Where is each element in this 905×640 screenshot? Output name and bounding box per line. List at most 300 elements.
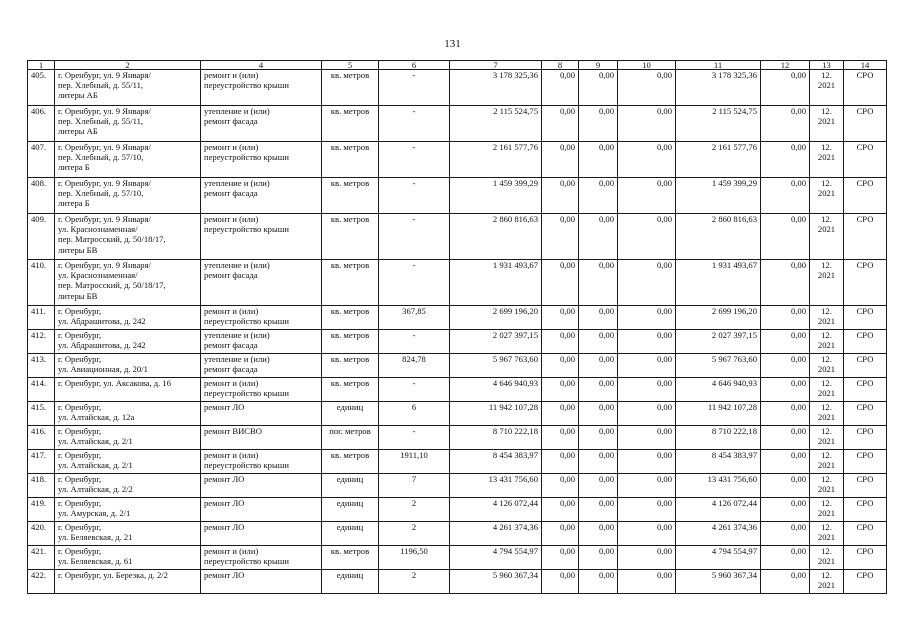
period-cell-line: 2021 — [817, 484, 836, 495]
period-cell-line: 12. — [821, 474, 832, 484]
quantity-cell: 6 — [379, 402, 450, 426]
row-number: 412. — [28, 330, 55, 354]
period-cell-line: 12. — [821, 178, 832, 188]
method-cell: СРО — [844, 306, 887, 330]
quantity-cell: 2 — [379, 570, 450, 594]
period-cell — [810, 474, 844, 498]
work-type-cell-line: утепление и (или) — [204, 260, 270, 270]
row-number: 408. — [28, 178, 55, 214]
address-cell — [55, 498, 201, 522]
col10-cell: 0,00 — [618, 402, 676, 426]
col8-cell: 0,00 — [542, 260, 579, 306]
table-row — [28, 306, 887, 330]
col12-cell: 0,00 — [761, 450, 810, 474]
table-row — [28, 214, 887, 260]
address-cell-line: г. Оренбург, — [58, 426, 102, 436]
work-type-cell — [201, 570, 322, 594]
work-type-cell — [201, 522, 322, 546]
col11-cell: 2 699 196,20 — [676, 306, 761, 330]
col8-cell: 0,00 — [542, 402, 579, 426]
address-cell-line: г. Оренбург, ул. 9 Января/ — [58, 142, 151, 152]
col9-cell: 0,00 — [579, 214, 618, 260]
address-cell — [55, 330, 201, 354]
col12-cell: 0,00 — [761, 330, 810, 354]
table-row — [28, 106, 887, 142]
col12-cell: 0,00 — [761, 474, 810, 498]
unit-cell: кв. метров — [322, 260, 379, 306]
address-cell-line: ул. Алтайская, д. 2/1 — [58, 436, 133, 447]
address-cell — [55, 570, 201, 594]
col11-cell: 4 261 374,36 — [676, 522, 761, 546]
unit-cell: кв. метров — [322, 306, 379, 330]
col10-cell: 0,00 — [618, 498, 676, 522]
col11-cell: 8 454 383,97 — [676, 450, 761, 474]
address-cell — [55, 546, 201, 570]
work-type-cell — [201, 142, 322, 178]
address-cell-line: г. Оренбург, ул. Аксакова, д. 16 — [58, 378, 172, 388]
unit-cell: кв. метров — [322, 330, 379, 354]
quantity-cell: 367,85 — [379, 306, 450, 330]
row-number: 409. — [28, 214, 55, 260]
col11-cell: 3 178 325,36 — [676, 70, 761, 106]
work-type-cell — [201, 354, 322, 378]
period-cell-line: 2021 — [817, 152, 836, 163]
method-cell: СРО — [844, 70, 887, 106]
address-cell-line: г. Оренбург, ул. 9 Января/ — [58, 178, 151, 188]
quantity-cell: 7 — [379, 474, 450, 498]
col12-cell: 0,00 — [761, 522, 810, 546]
column-header: 13 — [810, 61, 844, 70]
col9-cell: 0,00 — [579, 570, 618, 594]
unit-cell: кв. метров — [322, 214, 379, 260]
method-cell: СРО — [844, 354, 887, 378]
column-header: 9 — [579, 61, 618, 70]
work-type-cell-line: переустройство крыши — [204, 388, 289, 399]
address-cell-line: ул. Алтайская, д. 12а — [58, 412, 135, 423]
unit-cell: единиц — [322, 474, 379, 498]
row-number: 417. — [28, 450, 55, 474]
work-type-cell-line: ремонт ВИСВО — [204, 426, 262, 436]
work-type-cell-line: переустройство крыши — [204, 224, 289, 235]
period-cell-line: 12. — [821, 570, 832, 580]
period-cell — [810, 450, 844, 474]
total-cost-cell: 4 646 940,93 — [450, 378, 542, 402]
table-row — [28, 70, 887, 106]
method-cell: СРО — [844, 378, 887, 402]
work-type-cell — [201, 260, 322, 306]
period-cell-line: 12. — [821, 402, 832, 412]
work-type-cell — [201, 330, 322, 354]
method-cell: СРО — [844, 402, 887, 426]
row-number: 419. — [28, 498, 55, 522]
period-cell — [810, 214, 844, 260]
col9-cell: 0,00 — [579, 260, 618, 306]
work-type-cell-line: ремонт и (или) — [204, 450, 259, 460]
col8-cell: 0,00 — [542, 106, 579, 142]
period-cell-line: 12. — [821, 498, 832, 508]
total-cost-cell: 3 178 325,36 — [450, 70, 542, 106]
col12-cell: 0,00 — [761, 142, 810, 178]
work-type-cell — [201, 498, 322, 522]
method-cell: СРО — [844, 426, 887, 450]
quantity-cell: - — [379, 70, 450, 106]
unit-cell: кв. метров — [322, 546, 379, 570]
col8-cell: 0,00 — [542, 570, 579, 594]
address-cell — [55, 306, 201, 330]
col12-cell: 0,00 — [761, 354, 810, 378]
col8-cell: 0,00 — [542, 546, 579, 570]
col8-cell: 0,00 — [542, 214, 579, 260]
col11-cell: 11 942 107,28 — [676, 402, 761, 426]
address-cell-line: г. Оренбург, — [58, 306, 102, 316]
col8-cell: 0,00 — [542, 354, 579, 378]
col10-cell: 0,00 — [618, 142, 676, 178]
address-cell-line: ул. Краснознаменная/ — [58, 224, 138, 235]
work-type-cell — [201, 450, 322, 474]
address-cell — [55, 106, 201, 142]
col12-cell: 0,00 — [761, 402, 810, 426]
unit-cell: кв. метров — [322, 354, 379, 378]
col8-cell: 0,00 — [542, 378, 579, 402]
column-header: 7 — [450, 61, 542, 70]
table-row — [28, 498, 887, 522]
period-cell-line: 12. — [821, 214, 832, 224]
table-row — [28, 378, 887, 402]
work-type-cell-line: переустройство крыши — [204, 460, 289, 471]
address-cell — [55, 426, 201, 450]
unit-cell: пог. метров — [322, 426, 379, 450]
period-cell-line: 2021 — [817, 224, 836, 235]
col11-cell: 2 161 577,76 — [676, 142, 761, 178]
unit-cell: единиц — [322, 402, 379, 426]
row-number: 405. — [28, 70, 55, 106]
period-cell-line: 2021 — [817, 412, 836, 423]
address-cell-line: пер. Хлебный, д. 55/11, — [58, 116, 144, 127]
col12-cell: 0,00 — [761, 106, 810, 142]
col11-cell: 13 431 756,60 — [676, 474, 761, 498]
table-row — [28, 450, 887, 474]
work-type-cell-line: ремонт фасада — [204, 270, 258, 281]
period-cell-line: 2021 — [817, 364, 836, 375]
row-number: 415. — [28, 402, 55, 426]
period-cell-line: 12. — [821, 106, 832, 116]
col8-cell: 0,00 — [542, 522, 579, 546]
period-cell — [810, 330, 844, 354]
address-cell-line: г. Оренбург, ул. 9 Января/ — [58, 260, 151, 270]
work-type-cell — [201, 106, 322, 142]
period-cell-line: 12. — [821, 354, 832, 364]
period-cell-line: 12. — [821, 522, 832, 532]
period-cell-line: 12. — [821, 330, 832, 340]
col9-cell: 0,00 — [579, 142, 618, 178]
col10-cell: 0,00 — [618, 570, 676, 594]
address-cell-line: литеры БВ — [58, 244, 98, 255]
row-number: 410. — [28, 260, 55, 306]
col10-cell: 0,00 — [618, 378, 676, 402]
quantity-cell: 824,78 — [379, 354, 450, 378]
col8-cell: 0,00 — [542, 426, 579, 450]
table-row — [28, 260, 887, 306]
method-cell: СРО — [844, 330, 887, 354]
period-cell-line: 2021 — [817, 340, 836, 351]
address-cell — [55, 522, 201, 546]
address-cell-line: ул. Алтайская, д. 2/1 — [58, 460, 133, 471]
method-cell: СРО — [844, 106, 887, 142]
period-cell — [810, 402, 844, 426]
col11-cell: 4 126 072,44 — [676, 498, 761, 522]
address-cell-line: ул. Авиационная, д. 20/1 — [58, 364, 148, 375]
method-cell: СРО — [844, 546, 887, 570]
total-cost-cell: 2 161 577,76 — [450, 142, 542, 178]
col9-cell: 0,00 — [579, 450, 618, 474]
table-row — [28, 178, 887, 214]
total-cost-cell: 11 942 107,28 — [450, 402, 542, 426]
address-cell — [55, 214, 201, 260]
col8-cell: 0,00 — [542, 142, 579, 178]
total-cost-cell: 8 454 383,97 — [450, 450, 542, 474]
column-header: 10 — [618, 61, 676, 70]
table-row — [28, 570, 887, 594]
quantity-cell: 2 — [379, 498, 450, 522]
work-type-cell — [201, 306, 322, 330]
quantity-cell: - — [379, 214, 450, 260]
column-header: 4 — [201, 61, 322, 70]
column-header: 6 — [379, 61, 450, 70]
period-cell — [810, 498, 844, 522]
col12-cell: 0,00 — [761, 378, 810, 402]
address-cell-line: пер. Хлебный, д. 55/11, — [58, 80, 144, 91]
unit-cell: кв. метров — [322, 378, 379, 402]
row-number: 411. — [28, 306, 55, 330]
column-header: 2 — [55, 61, 201, 70]
col8-cell: 0,00 — [542, 178, 579, 214]
col9-cell: 0,00 — [579, 106, 618, 142]
column-header: 1 — [28, 61, 55, 70]
table-row — [28, 330, 887, 354]
total-cost-cell: 8 710 222,18 — [450, 426, 542, 450]
address-cell-line: г. Оренбург, ул. Березка, д. 2/2 — [58, 570, 168, 580]
col12-cell: 0,00 — [761, 70, 810, 106]
period-cell-line: 2021 — [817, 508, 836, 519]
total-cost-cell: 5 967 763,60 — [450, 354, 542, 378]
period-cell — [810, 522, 844, 546]
address-cell — [55, 450, 201, 474]
col9-cell: 0,00 — [579, 474, 618, 498]
address-cell-line: г. Оренбург, — [58, 522, 102, 532]
row-number: 406. — [28, 106, 55, 142]
period-cell-line: 2021 — [817, 388, 836, 399]
table-row — [28, 354, 887, 378]
col10-cell: 0,00 — [618, 70, 676, 106]
period-cell-line: 12. — [821, 378, 832, 388]
col11-cell: 4 646 940,93 — [676, 378, 761, 402]
col10-cell: 0,00 — [618, 450, 676, 474]
work-type-cell-line: ремонт фасада — [204, 340, 258, 351]
period-cell-line: 12. — [821, 70, 832, 80]
period-cell-line: 2021 — [817, 532, 836, 543]
table-row — [28, 426, 887, 450]
total-cost-cell: 13 431 756,60 — [450, 474, 542, 498]
quantity-cell: - — [379, 178, 450, 214]
work-type-cell-line: переустройство крыши — [204, 556, 289, 567]
col10-cell: 0,00 — [618, 260, 676, 306]
quantity-cell: - — [379, 330, 450, 354]
work-type-cell-line: утепление и (или) — [204, 354, 270, 364]
period-cell-line: 12. — [821, 426, 832, 436]
table-row — [28, 474, 887, 498]
address-cell — [55, 70, 201, 106]
table-header-row — [28, 61, 887, 70]
period-cell — [810, 260, 844, 306]
method-cell: СРО — [844, 498, 887, 522]
quantity-cell: 2 — [379, 522, 450, 546]
col8-cell: 0,00 — [542, 330, 579, 354]
work-type-cell-line: переустройство крыши — [204, 316, 289, 327]
col10-cell: 0,00 — [618, 178, 676, 214]
quantity-cell: - — [379, 378, 450, 402]
period-cell-line: 2021 — [817, 316, 836, 327]
col12-cell: 0,00 — [761, 214, 810, 260]
work-type-cell-line: утепление и (или) — [204, 106, 270, 116]
work-type-cell-line: ремонт ЛО — [204, 474, 245, 484]
col9-cell: 0,00 — [579, 426, 618, 450]
method-cell: СРО — [844, 474, 887, 498]
col9-cell: 0,00 — [579, 546, 618, 570]
address-cell — [55, 260, 201, 306]
address-cell-line: ул. Краснознаменная/ — [58, 270, 138, 281]
col9-cell: 0,00 — [579, 522, 618, 546]
col11-cell: 1 459 399,29 — [676, 178, 761, 214]
table-row — [28, 142, 887, 178]
address-cell-line: г. Оренбург, ул. 9 Января/ — [58, 106, 151, 116]
work-type-cell-line: ремонт и (или) — [204, 70, 259, 80]
quantity-cell: 1196,50 — [379, 546, 450, 570]
total-cost-cell: 1 931 493,67 — [450, 260, 542, 306]
work-type-cell-line: ремонт и (или) — [204, 546, 259, 556]
work-type-cell — [201, 546, 322, 570]
work-type-cell-line: ремонт ЛО — [204, 570, 245, 580]
method-cell: СРО — [844, 570, 887, 594]
address-cell-line: г. Оренбург, — [58, 498, 102, 508]
total-cost-cell: 1 459 399,29 — [450, 178, 542, 214]
address-cell-line: г. Оренбург, ул. 9 Января/ — [58, 214, 151, 224]
total-cost-cell: 2 860 816,63 — [450, 214, 542, 260]
address-cell-line: литеры АБ — [58, 90, 98, 101]
col10-cell: 0,00 — [618, 330, 676, 354]
address-cell — [55, 402, 201, 426]
period-cell — [810, 570, 844, 594]
col9-cell: 0,00 — [579, 354, 618, 378]
work-type-cell — [201, 426, 322, 450]
period-cell-line: 12. — [821, 260, 832, 270]
column-header: 5 — [322, 61, 379, 70]
period-cell — [810, 70, 844, 106]
address-cell-line: г. Оренбург, — [58, 474, 102, 484]
col11-cell: 2 027 397,15 — [676, 330, 761, 354]
quantity-cell: - — [379, 426, 450, 450]
col12-cell: 0,00 — [761, 426, 810, 450]
address-cell-line: ул. Амурская, д. 2/1 — [58, 508, 131, 519]
method-cell: СРО — [844, 178, 887, 214]
table-row — [28, 546, 887, 570]
address-cell — [55, 142, 201, 178]
address-cell-line: ул. Беляевская, д. 61 — [58, 556, 133, 567]
work-type-cell — [201, 474, 322, 498]
address-cell-line: литеры БВ — [58, 290, 98, 301]
col9-cell: 0,00 — [579, 178, 618, 214]
work-type-cell-line: ремонт ЛО — [204, 498, 245, 508]
column-header: 14 — [844, 61, 887, 70]
work-type-cell-line: ремонт фасада — [204, 188, 258, 199]
work-type-cell-line: переустройство крыши — [204, 80, 289, 91]
col10-cell: 0,00 — [618, 474, 676, 498]
address-cell-line: пер. Матросский, д. 50/18/17, — [58, 280, 166, 291]
period-cell-line: 2021 — [817, 188, 836, 199]
work-type-cell-line: утепление и (или) — [204, 178, 270, 188]
address-cell-line: г. Оренбург, — [58, 402, 102, 412]
period-cell-line: 2021 — [817, 436, 836, 447]
address-cell-line: пер. Хлебный, д. 57/10, — [58, 152, 144, 163]
period-cell-line: 12. — [821, 450, 832, 460]
row-number: 421. — [28, 546, 55, 570]
method-cell: СРО — [844, 214, 887, 260]
col8-cell: 0,00 — [542, 498, 579, 522]
work-type-cell-line: ремонт и (или) — [204, 214, 259, 224]
column-header: 12 — [761, 61, 810, 70]
table-row — [28, 402, 887, 426]
period-cell — [810, 142, 844, 178]
total-cost-cell: 2 027 397,15 — [450, 330, 542, 354]
work-type-cell — [201, 178, 322, 214]
col12-cell: 0,00 — [761, 260, 810, 306]
quantity-cell: - — [379, 106, 450, 142]
period-cell-line: 12. — [821, 142, 832, 152]
address-cell-line: г. Оренбург, ул. 9 Января/ — [58, 70, 151, 80]
address-cell-line: пер. Хлебный, д. 57/10, — [58, 188, 144, 199]
address-cell-line: литера Б — [58, 162, 90, 173]
period-cell-line: 2021 — [817, 580, 836, 591]
row-number: 416. — [28, 426, 55, 450]
address-cell — [55, 178, 201, 214]
quantity-cell: 1911,10 — [379, 450, 450, 474]
col8-cell: 0,00 — [542, 450, 579, 474]
address-cell-line: литеры АБ — [58, 126, 98, 137]
col11-cell: 5 967 763,60 — [676, 354, 761, 378]
work-type-cell-line: ремонт ЛО — [204, 522, 245, 532]
work-type-cell — [201, 378, 322, 402]
period-cell-line: 2021 — [817, 270, 836, 281]
work-type-cell-line: ремонт и (или) — [204, 142, 259, 152]
col10-cell: 0,00 — [618, 354, 676, 378]
col9-cell: 0,00 — [579, 498, 618, 522]
address-cell-line: литера Б — [58, 198, 90, 209]
col10-cell: 0,00 — [618, 546, 676, 570]
row-number: 420. — [28, 522, 55, 546]
work-type-cell-line: утепление и (или) — [204, 330, 270, 340]
col9-cell: 0,00 — [579, 70, 618, 106]
period-cell-line: 12. — [821, 546, 832, 556]
method-cell: СРО — [844, 142, 887, 178]
unit-cell: кв. метров — [322, 70, 379, 106]
col9-cell: 0,00 — [579, 402, 618, 426]
total-cost-cell: 5 960 367,34 — [450, 570, 542, 594]
period-cell-line: 2021 — [817, 80, 836, 91]
work-type-cell-line: ремонт фасада — [204, 116, 258, 127]
work-type-cell-line: ремонт и (или) — [204, 378, 259, 388]
address-cell-line: ул. Абдрашитова, д. 242 — [58, 316, 146, 327]
col12-cell: 0,00 — [761, 498, 810, 522]
col10-cell: 0,00 — [618, 214, 676, 260]
